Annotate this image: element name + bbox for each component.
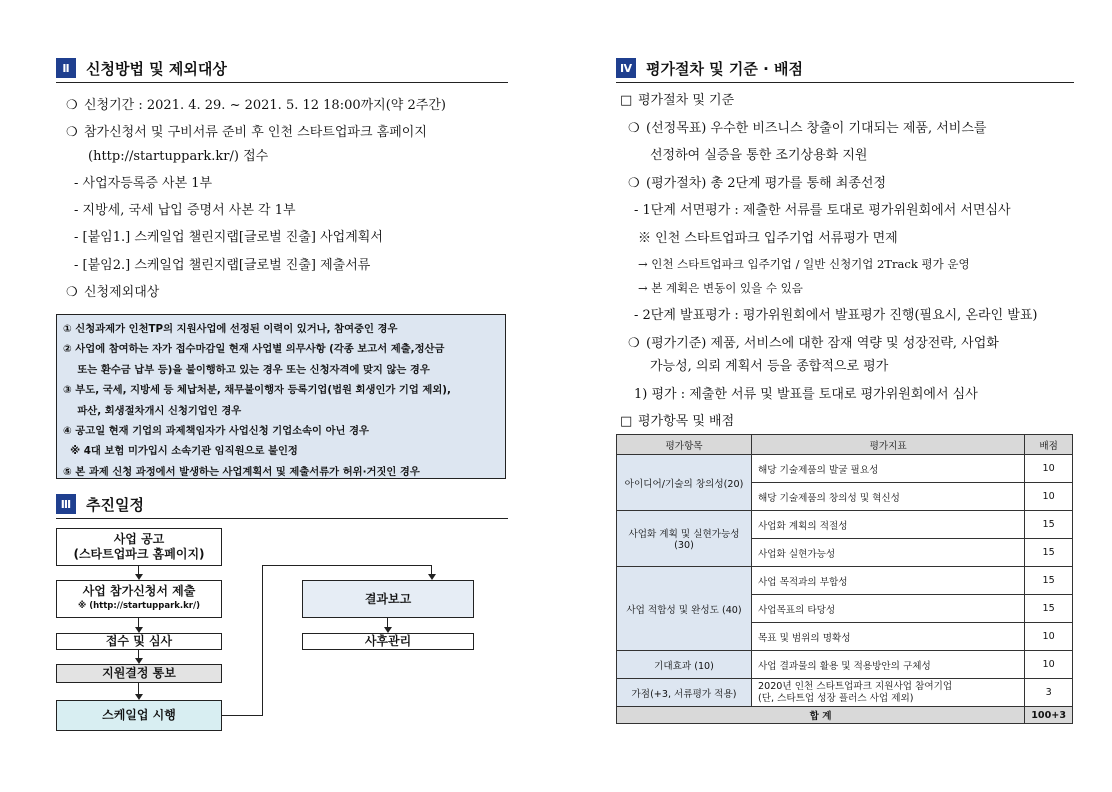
table-header-row <box>617 435 1073 455</box>
eval-stage-1: - 1단계 서면평가 : 제출한 서류를 토대로 평가위원회에서 서면심사 <box>634 203 1011 218</box>
exclusion-note: ※ 4대 보험 미가입시 소속기관 임직원으로 불인정 <box>63 445 298 458</box>
table-score: 10 <box>1025 455 1073 483</box>
section-4-header <box>616 54 803 82</box>
eval-criteria-detail: 1) 평가 : 제출한 서류 및 발표를 토대로 평가위원회에서 심사 <box>634 387 978 402</box>
table-indicator: 해당 기술제품의 발굴 필요성 <box>752 455 1025 483</box>
exclusion-item: ④ 공고일 현재 기업의 과제책임자가 사업신청 기업소속이 아닌 경우 <box>63 425 369 438</box>
exclusion-item: ① 신청과제가 인천TP의 지원사업에 선정된 이력이 있거나, 참여중인 경우 <box>63 323 398 335</box>
eval-criteria: ❍ (평가기준) 제품, 서비스에 대한 잠재 역량 및 성장전략, 사업화 <box>628 336 999 351</box>
apply-submit-url: (http://startuppark.kr/) 접수 <box>88 149 269 164</box>
eval-criteria-cont: 가능성, 의뢰 계획서 등을 종합적으로 평가 <box>650 359 889 374</box>
flow-connector <box>262 565 432 566</box>
eval-heading: □ 평가절차 및 기준 <box>620 93 735 108</box>
table-row <box>617 455 1073 483</box>
table-row <box>617 679 1073 707</box>
flow-arrow <box>138 566 139 578</box>
flow-connector <box>222 565 263 716</box>
section-rule <box>56 82 508 83</box>
flow-step-review: 접수 및 심사 <box>56 633 222 650</box>
evaluation-table <box>616 434 1073 724</box>
table-row <box>617 511 1073 539</box>
flow-arrow <box>138 650 139 662</box>
exclusion-item: ⑤ 본 과제 신청 과정에서 발생하는 사업계획서 및 제출서류가 허위·거짓인 경우 <box>63 465 420 478</box>
exclusion-item: ③ 부도, 국세, 지방세 등 체납처분, 채무불이행자 등록기업(법원 회생인가 기업 제외), <box>63 384 451 397</box>
table-header: 배점 <box>1025 435 1073 455</box>
table-score: 10 <box>1025 483 1073 511</box>
table-score: 10 <box>1025 623 1073 651</box>
eval-process: ❍ (평가절차) 총 2단계 평가를 통해 최종선정 <box>628 176 887 191</box>
flow-arrow <box>431 565 432 578</box>
table-indicator: 사업화 계획의 적절성 <box>752 511 1025 539</box>
table-indicator: 2020년 인천 스타트업파크 지원사업 참여기업 (단, 스타트업 성장 플러스 사업 제외) <box>752 679 1025 707</box>
table-indicator: 해당 기술제품의 창의성 및 혁신성 <box>752 483 1025 511</box>
section-rule <box>56 518 508 519</box>
table-category: 사업화 계획 및 실현가능성(30) <box>617 511 752 567</box>
doc-item: - [붙임1.] 스케일업 챌린지랩[글로벌 진출] 사업계획서 <box>74 230 383 245</box>
flow-step-followup: 사후관리 <box>302 633 474 650</box>
doc-item: - 지방세, 국세 납입 증명서 사본 각 1부 <box>74 203 296 218</box>
table-category: 사업 적합성 및 완성도 (40) <box>617 567 752 651</box>
eval-goal-cont: 선정하여 실증을 통한 조기상용화 지원 <box>650 148 868 163</box>
section-title: 평가절차 및 기준 · 배점 <box>646 59 803 78</box>
flow-step-apply: 사업 참가신청서 제출 ※ (http://startuppark.kr/) <box>56 580 222 618</box>
eval-note: → 본 계획은 변동이 있을 수 있음 <box>638 281 803 295</box>
table-total-row <box>617 707 1073 724</box>
section-number: Ⅲ <box>56 494 76 514</box>
section-number: Ⅳ <box>616 58 636 78</box>
table-total-label: 합 계 <box>617 707 1025 724</box>
section-title: 신청방법 및 제외대상 <box>86 59 227 78</box>
exclude-heading: ❍ 신청제외대상 <box>66 285 160 300</box>
table-indicator: 목표 및 범위의 명확성 <box>752 623 1025 651</box>
table-score: 10 <box>1025 651 1073 679</box>
flow-step-report: 결과보고 <box>302 580 474 618</box>
table-indicator: 사업 목적과의 부합성 <box>752 567 1025 595</box>
section-number: Ⅱ <box>56 58 76 78</box>
eval-note: → 인천 스타트업파크 입주기업 / 일반 신청기업 2Track 평가 운영 <box>638 257 970 271</box>
apply-period: ❍ 신청기간 : 2021. 4. 29. ~ 2021. 5. 12 18:00까지(약 2주간) <box>66 98 446 113</box>
section-2-header <box>56 54 227 82</box>
flow-step-notify: 지원결정 통보 <box>56 664 222 683</box>
table-category: 가점(+3, 서류평가 적용) <box>617 679 752 707</box>
table-indicator: 사업 결과물의 활용 및 적용방안의 구체성 <box>752 651 1025 679</box>
exclusion-item: 또는 환수금 납부 등)을 불이행하고 있는 경우 또는 신청자격에 맞지 않는 경우 <box>63 363 430 376</box>
exclusion-box <box>56 314 506 479</box>
eval-stage-2: - 2단계 발표평가 : 평가위원회에서 발표평가 진행(필요시, 온라인 발표) <box>634 308 1038 323</box>
table-score: 15 <box>1025 595 1073 623</box>
section-3-header <box>56 490 144 518</box>
table-row <box>617 567 1073 595</box>
table-score: 15 <box>1025 511 1073 539</box>
flow-arrow <box>138 683 139 698</box>
doc-item: - [붙임2.] 스케일업 챌린지랩[글로벌 진출] 제출서류 <box>74 258 371 273</box>
table-score: 3 <box>1025 679 1073 707</box>
table-header: 평가항목 <box>617 435 752 455</box>
table-indicator: 사업화 실현가능성 <box>752 539 1025 567</box>
table-total-score: 100+3 <box>1025 707 1073 724</box>
eval-items-heading: □ 평가항목 및 배점 <box>620 414 735 429</box>
table-score: 15 <box>1025 539 1073 567</box>
exclusion-item: ② 사업에 참여하는 자가 접수마감일 현재 사업별 의무사항 (각종 보고서 제출,정산금 <box>63 343 445 356</box>
section-title: 추진일정 <box>86 495 144 514</box>
eval-goal: ❍ (선정목표) 우수한 비즈니스 창출이 기대되는 제품, 서비스를 <box>628 121 987 136</box>
doc-item: - 사업자등록증 사본 1부 <box>74 176 213 191</box>
eval-note: ※ 인천 스타트업파크 입주기업 서류평가 면제 <box>638 231 898 246</box>
section-rule <box>616 82 1074 83</box>
table-score: 15 <box>1025 567 1073 595</box>
flow-arrow <box>387 618 388 631</box>
exclusion-item: 파산, 회생절차개시 신청기업인 경우 <box>63 404 242 417</box>
flow-step-execute: 스케일업 시행 <box>56 700 222 731</box>
flow-step-announce: 사업 공고 (스타트업파크 홈페이지) <box>56 528 222 566</box>
apply-submit: ❍ 참가신청서 및 구비서류 준비 후 인천 스타트업파크 홈페이지 <box>66 125 427 140</box>
table-category: 기대효과 (10) <box>617 651 752 679</box>
table-row <box>617 651 1073 679</box>
table-category: 아이디어/기술의 창의성(20) <box>617 455 752 511</box>
flow-arrow <box>138 618 139 631</box>
table-indicator: 사업목표의 타당성 <box>752 595 1025 623</box>
table-header: 평가지표 <box>752 435 1025 455</box>
